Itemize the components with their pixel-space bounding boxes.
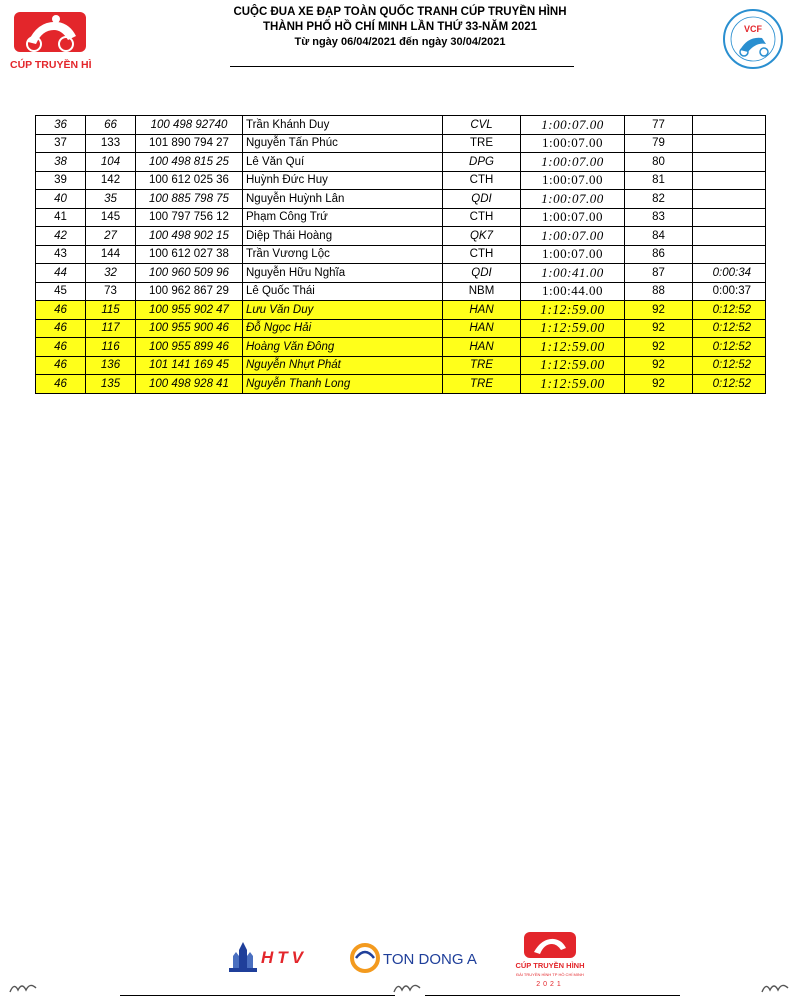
footer-divider-right [425,995,680,996]
table-row [36,171,766,190]
bib-cell: 73 [86,282,136,301]
team-cell: CVL [443,116,521,135]
rank-cell: 46 [36,338,86,357]
rider-name-cell: Nguyễn Huỳnh Lân [243,190,443,209]
rank-cell: 36 [36,116,86,135]
cup-truyen-hinh-logo [8,10,120,72]
corner-swirl-icon [8,978,40,996]
gap-cell [693,208,766,227]
rider-name-cell: Trần Khánh Duy [243,116,443,135]
bib-cell: 66 [86,116,136,135]
bib-cell: 32 [86,264,136,283]
rider-name-cell: Nguyễn Thanh Long [243,375,443,394]
time-cell: 1:00:07.00 [521,190,625,209]
rider-name-cell: Lê Quốc Thái [243,282,443,301]
team-cell: QDI [443,264,521,283]
left-logo-text: CÚP TRUYỀN HÌ [10,59,92,71]
title-dates: Từ ngày 06/04/2021 đến ngày 30/04/2021 [294,36,506,48]
team-cell: NBM [443,282,521,301]
uci-id-cell: 101 141 169 45 [136,356,243,375]
rank-cell: 37 [36,134,86,153]
rider-name-cell: Lưu Văn Duy [243,301,443,320]
gap-cell [693,171,766,190]
uci-id-cell: 100 498 902 15 [136,227,243,246]
table-row [36,208,766,227]
bib-cell: 117 [86,319,136,338]
rider-name-cell: Nguyễn Tấn Phúc [243,134,443,153]
uci-id-cell: 100 797 756 12 [136,208,243,227]
corner-swirl-icon-right [760,978,792,996]
gap-cell: 0:00:37 [693,282,766,301]
results-table [35,115,766,394]
uci-id-cell: 100 960 509 96 [136,264,243,283]
time-cell: 1:00:44.00 [521,282,625,301]
uci-id-cell: 100 498 928 41 [136,375,243,394]
rank-cell: 38 [36,153,86,172]
table-row [36,264,766,283]
points-cell: 79 [625,134,693,153]
htv-logo [225,930,335,975]
rider-name-cell: Phạm Công Trứ [243,208,443,227]
gap-cell: 0:00:34 [693,264,766,283]
bib-cell: 144 [86,245,136,264]
points-cell: 81 [625,171,693,190]
cup-text: CÚP TRUYỀN HÌNH [515,961,585,970]
time-cell: 1:00:07.00 [521,116,625,135]
rank-cell: 46 [36,319,86,338]
table-row [36,338,766,357]
table-row [36,227,766,246]
table-row [36,116,766,135]
points-cell: 88 [625,282,693,301]
results-body [36,116,766,394]
points-cell: 83 [625,208,693,227]
points-cell: 86 [625,245,693,264]
points-cell: 92 [625,301,693,320]
team-cell: QK7 [443,227,521,246]
rider-name-cell: Nguyễn Nhựt Phát [243,356,443,375]
bib-cell: 135 [86,375,136,394]
uci-id-cell: 100 498 92740 [136,116,243,135]
table-row [36,301,766,320]
time-cell: 1:00:41.00 [521,264,625,283]
table-row [36,319,766,338]
gap-cell: 0:12:52 [693,301,766,320]
rider-name-cell: Đỗ Ngọc Hải [243,319,443,338]
time-cell: 1:00:07.00 [521,171,625,190]
center-swirl-icon [392,978,424,996]
team-cell: HAN [443,301,521,320]
gap-cell: 0:12:52 [693,319,766,338]
team-cell: CTH [443,208,521,227]
points-cell: 82 [625,190,693,209]
uci-id-cell: 100 885 798 75 [136,190,243,209]
uci-id-cell: 100 955 900 46 [136,319,243,338]
rider-name-cell: Nguyễn Hữu Nghĩa [243,264,443,283]
time-cell: 1:12:59.00 [521,338,625,357]
rider-name-cell: Diệp Thái Hoàng [243,227,443,246]
table-row [36,134,766,153]
rank-cell: 46 [36,356,86,375]
rank-cell: 46 [36,375,86,394]
bib-cell: 116 [86,338,136,357]
table-row [36,356,766,375]
document-title [200,5,600,50]
team-cell: CTH [443,245,521,264]
rank-cell: 42 [36,227,86,246]
cup-subtext: ĐÀI TRUYỀN HÌNH TP HỒ CHÍ MINH [516,972,584,977]
rider-name-cell: Huỳnh Đức Huy [243,171,443,190]
uci-id-cell: 100 612 025 36 [136,171,243,190]
bib-cell: 115 [86,301,136,320]
gap-cell: 0:12:52 [693,338,766,357]
cup-truyen-hinh-2021-logo [510,930,590,990]
team-cell: TRE [443,356,521,375]
title-underline [230,66,574,67]
gap-cell [693,245,766,264]
table-row [36,282,766,301]
time-cell: 1:00:07.00 [521,245,625,264]
team-cell: QDI [443,190,521,209]
team-cell: CTH [443,171,521,190]
bib-cell: 27 [86,227,136,246]
team-cell: HAN [443,338,521,357]
points-cell: 77 [625,116,693,135]
time-cell: 1:12:59.00 [521,301,625,320]
rank-cell: 41 [36,208,86,227]
gap-cell [693,153,766,172]
uci-id-cell: 100 962 867 29 [136,282,243,301]
uci-id-cell: 101 890 794 27 [136,134,243,153]
team-cell: TRE [443,375,521,394]
title-line-1: CUỘC ĐUA XE ĐẠP TOÀN QUỐC TRANH CÚP TRUYỀN HÌNH [233,6,567,18]
uci-id-cell: 100 955 899 46 [136,338,243,357]
bib-cell: 142 [86,171,136,190]
bib-cell: 104 [86,153,136,172]
points-cell: 92 [625,338,693,357]
time-cell: 1:12:59.00 [521,375,625,394]
rank-cell: 45 [36,282,86,301]
uci-id-cell: 100 955 902 47 [136,301,243,320]
points-cell: 92 [625,375,693,394]
time-cell: 1:00:07.00 [521,134,625,153]
time-cell: 1:00:07.00 [521,208,625,227]
gap-cell [693,227,766,246]
footer-divider-left [120,995,395,996]
time-cell: 1:12:59.00 [521,319,625,338]
table-row [36,190,766,209]
bib-cell: 133 [86,134,136,153]
rider-name-cell: Trần Vương Lộc [243,245,443,264]
points-cell: 92 [625,319,693,338]
gap-cell [693,116,766,135]
ton-dong-a-logo [350,938,500,978]
bib-cell: 136 [86,356,136,375]
rank-cell: 40 [36,190,86,209]
rider-name-cell: Lê Văn Quí [243,153,443,172]
bib-cell: 145 [86,208,136,227]
points-cell: 84 [625,227,693,246]
points-cell: 87 [625,264,693,283]
rank-cell: 46 [36,301,86,320]
points-cell: 80 [625,153,693,172]
rank-cell: 43 [36,245,86,264]
cup-year: 2021 [536,981,564,988]
table-row [36,375,766,394]
uci-id-cell: 100 498 815 25 [136,153,243,172]
vcf-logo [722,8,784,70]
table-row [36,153,766,172]
rank-cell: 44 [36,264,86,283]
table-row [36,245,766,264]
rider-name-cell: Hoàng Văn Đông [243,338,443,357]
time-cell: 1:00:07.00 [521,227,625,246]
points-cell: 92 [625,356,693,375]
gap-cell: 0:12:52 [693,375,766,394]
ton-dong-a-text: TON DONG A [383,951,477,968]
gap-cell [693,134,766,153]
bib-cell: 35 [86,190,136,209]
title-line-2: THÀNH PHỐ HỒ CHÍ MINH LẦN THỨ 33-NĂM 2021 [262,21,538,33]
team-cell: HAN [443,319,521,338]
uci-id-cell: 100 612 027 38 [136,245,243,264]
page-header [0,0,800,75]
gap-cell: 0:12:52 [693,356,766,375]
team-cell: DPG [443,153,521,172]
htv-text: HTV [261,948,307,967]
time-cell: 1:12:59.00 [521,356,625,375]
right-logo-text: VCF [744,24,762,34]
team-cell: TRE [443,134,521,153]
time-cell: 1:00:07.00 [521,153,625,172]
rank-cell: 39 [36,171,86,190]
gap-cell [693,190,766,209]
